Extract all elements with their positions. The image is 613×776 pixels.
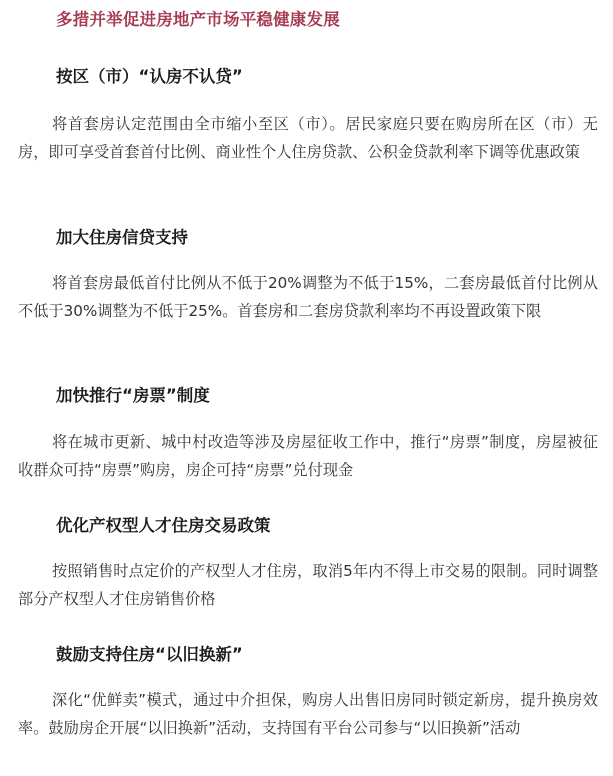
section-body-talent-housing: 按照销售时点定价的产权型人才住房，取消5年内不得上市交易的限制。同时调整部分产权型人才住房销售价格	[18, 562, 598, 608]
section-heading-credit: 加大住房信贷支持	[56, 228, 188, 247]
section-heading-talent-housing: 优化产权型人才住房交易政策	[56, 516, 271, 535]
section-body-trade-in: 深化“优鲜卖”模式，通过中介担保，购房人出售旧房同时锁定新房，提升换房效率。鼓励房企开展“以旧换新”活动，支持国有平台公司参与“以旧换新”活动	[18, 691, 598, 737]
section-heading-house-ticket: 加快推行“房票”制度	[56, 386, 210, 405]
section-body-credit: 将首套房最低首付比例从不低于20%调整为不低于15%，二套房最低首付比例从不低于30%调整为不低于25%。首套房和二套房贷款利率均不再设置政策下限	[18, 274, 598, 320]
section-heading-recognition: 按区（市）“认房不认贷”	[56, 67, 243, 86]
section-body-house-ticket: 将在城市更新、城中村改造等涉及房屋征收工作中，推行“房票”制度，房屋被征收群众可持“房票”购房，房企可持“房票”兑付现金	[18, 433, 598, 479]
section-heading-trade-in: 鼓励支持住房“以旧换新”	[56, 645, 243, 664]
article-title: 多措并举促进房地产市场平稳健康发展	[56, 10, 340, 29]
section-body-recognition: 将首套房认定范围由全市缩小至区（市）。居民家庭只要在购房所在区（市）无房，即可享受首套首付比例、商业性个人住房贷款、公积金贷款利率下调等优惠政策	[18, 115, 598, 161]
